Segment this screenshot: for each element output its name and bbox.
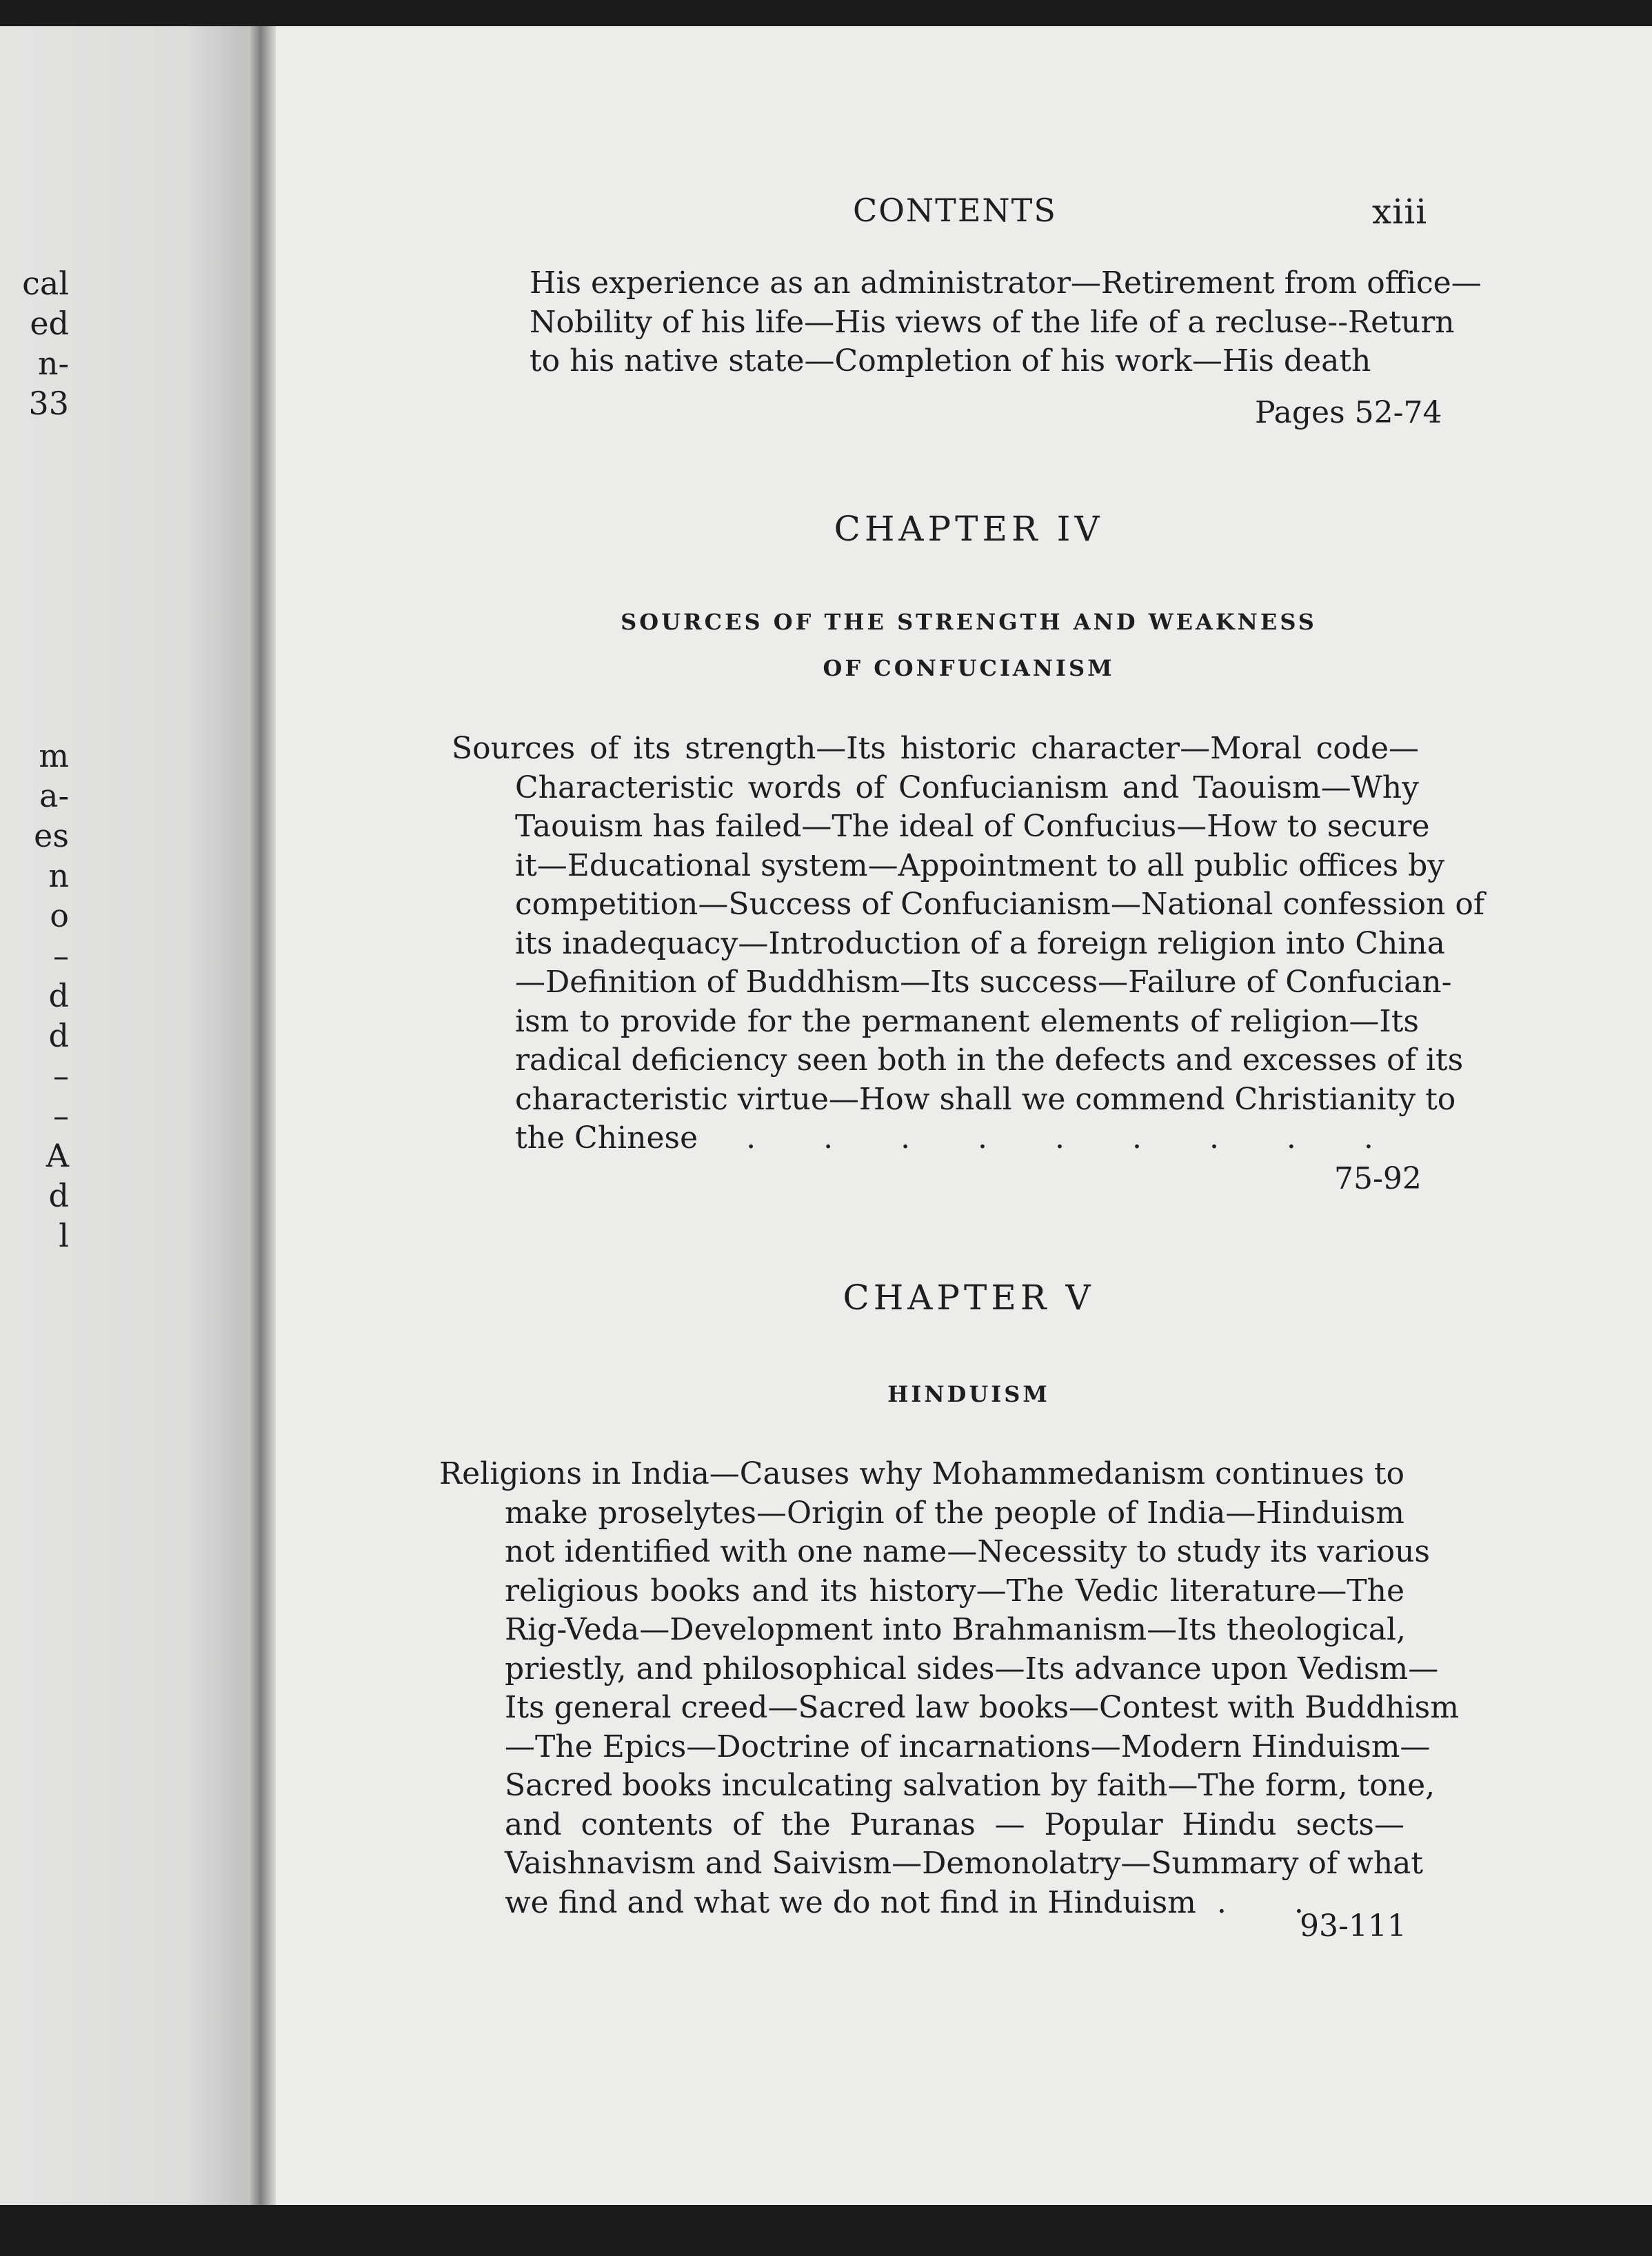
- summary-line: [452, 1119, 1419, 1158]
- summary-line: characteristic virtue—How shall we commend Christianity to: [515, 1081, 1456, 1117]
- summary-line: Rig-Veda—Development into Brahmanism—Its theological,: [505, 1612, 1407, 1647]
- summary-line: to his native state—Completion of his work—His death: [530, 343, 1371, 379]
- chapter3-pages: Pages 52-74: [1255, 395, 1442, 430]
- summary-line: Vaishnavism and Saivism—Demonolatry—Summary of what: [505, 1846, 1424, 1881]
- chapter4-title: CHAPTER IV: [834, 509, 1104, 549]
- left-fragment: d: [48, 977, 69, 1014]
- chapter4-subtitle: OF CONFUCIANISM: [823, 655, 1115, 681]
- summary-line: and contents of the Puranas — Popular Hindu sects—: [505, 1806, 1404, 1842]
- summary-line: it—Educational system—Appointment to all public offices by: [515, 847, 1445, 883]
- left-fragment: cal: [22, 265, 69, 302]
- summary-line: Its general creed—Sacred law books—Contest with Buddhism: [505, 1690, 1459, 1725]
- left-fragment: m: [39, 737, 69, 774]
- left-fragment: o: [50, 897, 69, 934]
- summary-line: priestly, and philosophical sides—Its advance upon Vedism—: [505, 1651, 1439, 1686]
- summary-line: Characteristic words of Confucianism and Taouism—Why: [515, 769, 1419, 805]
- left-fragment: –: [53, 1097, 69, 1134]
- summary-line-text: we find and what we do not find in Hinduism: [505, 1884, 1196, 1920]
- summary-line-text: the Chinese: [515, 1120, 698, 1156]
- running-head: CONTENTS: [853, 192, 1057, 229]
- dot-leader: . .: [1216, 1884, 1333, 1920]
- dot-leader: . . . . . . . . .: [746, 1120, 1402, 1156]
- left-fragment: es: [34, 817, 69, 854]
- page-number: xiii: [1372, 192, 1428, 232]
- left-fragment: d: [48, 1017, 69, 1054]
- left-page: [0, 26, 265, 2205]
- summary-line: ism to provide for the permanent elements of religion—Its: [515, 1003, 1419, 1039]
- chapter5-subtitle: HINDUISM: [887, 1381, 1050, 1407]
- summary-line: —The Epics—Doctrine of incarnations—Modern Hinduism—: [505, 1729, 1431, 1764]
- summary-line: [439, 1884, 1404, 1923]
- left-fragment: n: [48, 857, 69, 894]
- book-gutter: [248, 26, 276, 2205]
- summary-line: —Definition of Buddhism—Its success—Failure of Confucian-: [515, 965, 1452, 1000]
- left-fragment: d: [48, 1177, 69, 1214]
- chapter4-pages: 75-92: [1334, 1161, 1422, 1196]
- left-fragment: 33: [28, 385, 69, 422]
- chapter4-summary: [452, 729, 1485, 1158]
- chapter5-summary: [439, 1455, 1459, 1922]
- chapter3-summary: [530, 264, 1482, 381]
- summary-line: Nobility of his life—His views of the life of a recluse--Return: [530, 304, 1455, 340]
- summary-line: make proselytes—Origin of the people of India—Hinduism: [505, 1495, 1404, 1531]
- left-fragment: –: [53, 937, 69, 974]
- summary-line: Taouism has failed—The ideal of Confucius—How to secure: [515, 809, 1430, 844]
- summary-line: competition—Success of Confucianism—National confession of: [515, 887, 1485, 922]
- left-fragment: l: [59, 1217, 69, 1254]
- summary-line: radical deficiency seen both in the defects and excesses of its: [515, 1043, 1464, 1078]
- left-fragment: n-: [37, 345, 69, 382]
- scanned-spread: [0, 26, 1652, 2205]
- left-fragment: –: [53, 1057, 69, 1094]
- chapter5-title: CHAPTER V: [843, 1278, 1095, 1318]
- summary-line: Sacred books inculcating salvation by faith—The form, tone,: [505, 1768, 1436, 1803]
- left-fragment: a-: [39, 777, 69, 814]
- left-fragment: ed: [30, 305, 69, 342]
- summary-line: its inadequacy—Introduction of a foreign religion into China: [515, 925, 1445, 961]
- chapter4-subtitle: SOURCES OF THE STRENGTH AND WEAKNESS: [621, 609, 1317, 635]
- summary-line: Religions in India—Causes why Mohammedanism continues to: [439, 1456, 1404, 1491]
- summary-line: religious books and its history—The Vedic literature—The: [505, 1573, 1404, 1609]
- left-fragment: A: [46, 1137, 69, 1174]
- summary-line: His experience as an administrator—Retirement from office—: [530, 265, 1482, 301]
- summary-line: Sources of its strength—Its historic character—Moral code—: [452, 731, 1419, 766]
- chapter5-pages: 93-111: [1300, 1908, 1407, 1944]
- summary-line: not identified with one name—Necessity to study its various: [505, 1534, 1430, 1569]
